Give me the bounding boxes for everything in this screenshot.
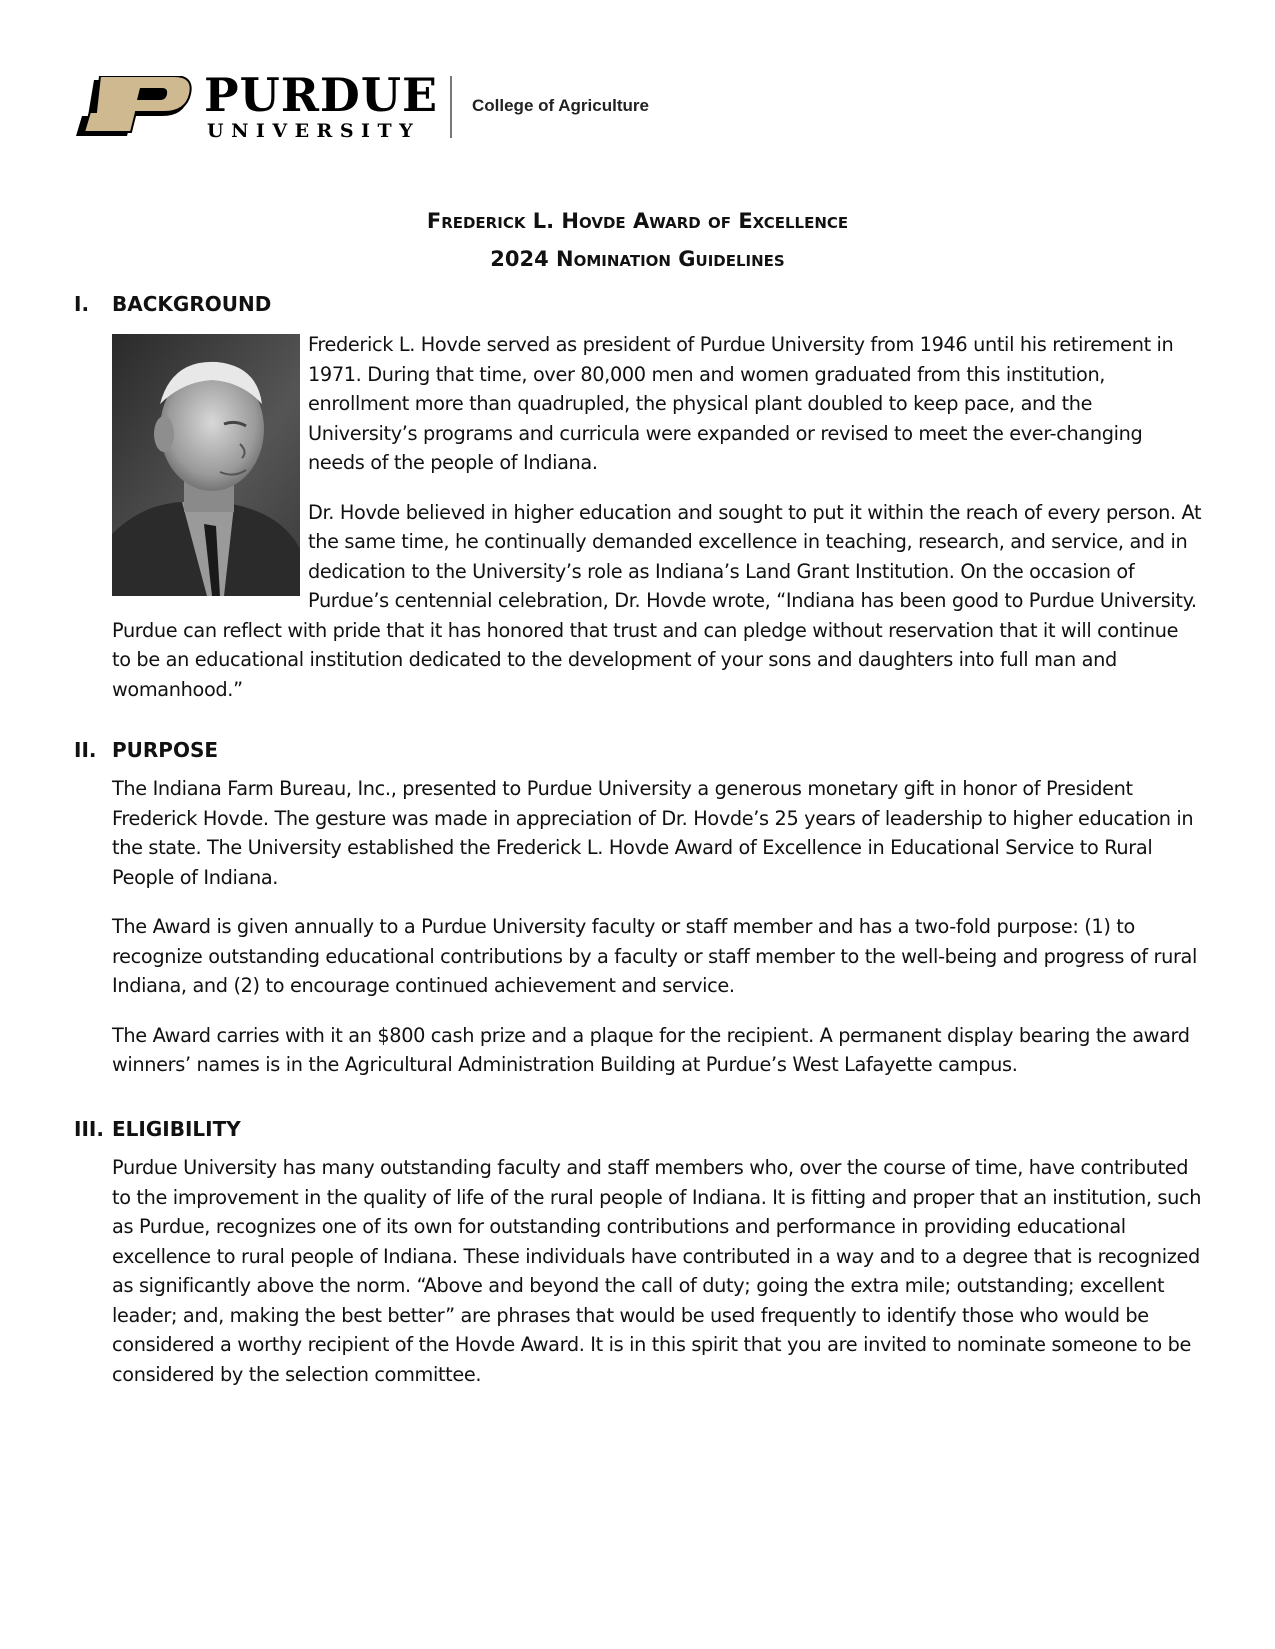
section-number: I.: [74, 292, 90, 316]
brand-name: PURDUE: [204, 68, 439, 122]
section-title: ELIGIBILITY: [112, 1117, 241, 1141]
paragraph: Dr. Hovde believed in higher education and sought to put it within the reach of every person. At the same time, he continually demanded excellence in teaching, research, and service, and in dedication to the University’s role as Indiana’s Land Grant Institution. On the occasion of Purdue’s centennial celebration, Dr. Hovde wrote, “Indiana has been good to Purdue University. Purdue can reflect with pride that it has honored that trust and can pledge without reservation that it will continue to be an educational institution dedicated to the development of your sons and daughters into full man and womanhood.”: [112, 500, 1202, 701]
section-heading-eligibility: [74, 1117, 241, 1141]
document-title: [0, 202, 1275, 278]
paragraph: The Indiana Farm Bureau, Inc., presented to Purdue University a generous monetary gift in honor of President Frederick Hovde. The gesture was made in appreciation of Dr. Hovde’s 25 years of leadership to higher education in the state. The University established the Frederick L. Hovde Award of Excellence in Educational Service to Rural People of Indiana.: [112, 777, 1194, 889]
paragraph: The Award is given annually to a Purdue University faculty or staff member and has a two-fold purpose: (1) to recognize outstanding educational contributions by a faculty or staff member to the well-being and progress of rural Indiana, and (2) to encourage continued achievement and service.: [112, 915, 1197, 997]
brand-subname: UNIVERSITY: [207, 120, 421, 142]
title-line-1: Frederick L. Hovde Award of Excellence: [426, 209, 849, 233]
section-title: BACKGROUND: [112, 292, 272, 316]
section-number: II.: [74, 738, 97, 762]
purdue-p-logo-icon: [74, 76, 194, 140]
section-heading-background: [74, 292, 271, 316]
logo-divider: [450, 76, 452, 138]
paragraph: Purdue University has many outstanding faculty and staff members who, over the course of time, have contributed to the improvement in the quality of life of the rural people of Indiana. It is fitting and proper that an institution, such as Purdue, recognizes one of its own for outstanding contributions and performance in providing educational excellence to rural people of Indiana. These individuals have contributed in a way and to a degree that is recognized as significantly above the norm. “Above and beyond the call of duty; going the extra mile; outstanding; excellent leader; and, making the best better” are phrases that would be used frequently to identify those who would be considered a worthy recipient of the Hovde Award. It is in this spirit that you are invited to nominate someone to be considered by the selection committee.: [112, 1156, 1202, 1386]
section-body-purpose: [112, 774, 1202, 1100]
section-number: III.: [74, 1117, 104, 1141]
paragraph: Frederick L. Hovde served as president of Purdue University from 1946 until his retirement in 1971. During that time, over 80,000 men and women graduated from this institution, enrollment more than quadrupled, the physical plant doubled to keep pace, and the University’s programs and curricula were expanded or revised to meet the ever-changing needs of the people of Indiana.: [308, 333, 1174, 474]
section-body-eligibility: [112, 1153, 1202, 1409]
hovde-portrait-photo: [112, 334, 300, 596]
section-body-background: [112, 330, 1202, 724]
purdue-college-logo: [74, 68, 674, 144]
title-line-2: 2024 Nomination Guidelines: [490, 247, 785, 271]
section-heading-purpose: [74, 738, 218, 762]
college-name: College of Agriculture: [472, 96, 649, 115]
section-title: PURPOSE: [112, 738, 219, 762]
paragraph: The Award carries with it an $800 cash prize and a plaque for the recipient. A permanent display bearing the award winners’ names is in the Agricultural Administration Building at Purdue’s West Lafayette campus.: [112, 1023, 1190, 1076]
